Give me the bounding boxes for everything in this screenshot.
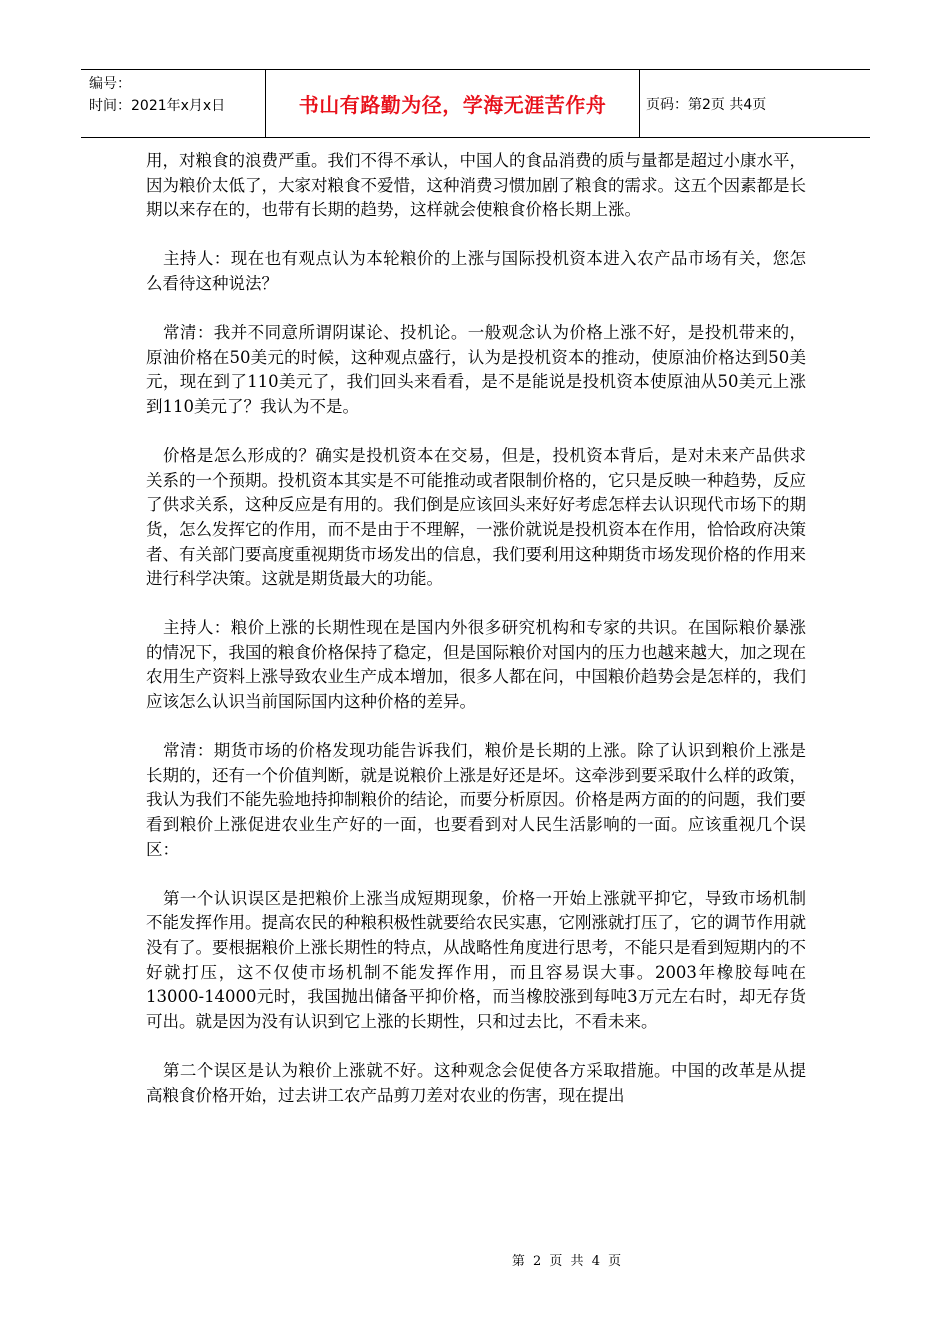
body-paragraph: 价格是怎么形成的？确实是投机资本在交易，但是，投机资本背后，是对未来产品供求关系的一个预期。投机资本其实是不可能推动或者限制价格的，它只是反映一种趋势，反应了供求关系，这种反应是有用的。我们倒是应该回头来好好考虑怎样去认识现代市场下的期货，怎么发挥它的作用，而不是由于不理解，一涨价就说是投机资本在作用，恰恰政府决策者、有关部门要高度重视期货市场发出的信息，我们要利用这种期货市场发现价格的作用来进行科学决策。这就是期货最大的功能。	[146, 446, 806, 589]
body-paragraph: 主持人：粮价上涨的长期性现在是国内外很多研究机构和专家的共识。在国际粮价暴涨的情况下，我国的粮食价格保持了稳定，但是国际粮价对国内的压力也越来越大，加之现在农用生产资料上涨导致农业生产成本增加，很多人都在问，中国粮价趋势会是怎样的，我们应该怎么认识当前国际国内这种价格的差异。	[146, 618, 806, 712]
body-paragraph: 第一个认识误区是把粮价上涨当成短期现象，价格一开始上涨就平抑它，导致市场机制不能发挥作用。提高农民的种粮积极性就要给农民实惠，它刚涨就打压了，它的调节作用就没有了。要根据粮价上涨长期性的特点，从战略性角度进行思考，不能只是看到短期内的不好就打压，这不仅使市场机制不能发挥作用，而且容易误大事。2003年橡胶每吨在13000-14000元时，我国抛出储备平抑价格，而当橡胶涨到每吨3万元左右时，却无存货可出。就是因为没有认识到它上涨的长期性，只和过去比，不看未来。	[146, 888, 806, 1031]
header-meta	[81, 70, 266, 137]
body-paragraph: 常清：我并不同意所谓阴谋论、投机论。一般观念认为价格上涨不好，是投机带来的，原油价格在50美元的时候，这种观点盛行，认为是投机资本的推动，使原油价格达到50美元，现在到了110美元了，我们回头来看看，是不是能说是投机资本使原油从50美元上涨到110美元了？我认为不是。	[146, 323, 806, 416]
body-paragraph: 常清：期货市场的价格发现功能告诉我们，粮价是长期的上涨。除了认识到粮价上涨是长期的，还有一个价值判断，就是说粮价上涨是好还是坏。这牵涉到要采取什么样的政策，我认为我们不能先验地持抑制粮价的结论，而要分析原因。价格是两方面的的问题，我们要看到粮价上涨促进农业生产好的一面，也要看到对人民生活影响的一面。应该重视几个误区：	[146, 741, 806, 859]
header-motto: 书山有路勤为径，学海无涯苦作舟	[266, 70, 640, 137]
page-footer: 第 2 页 共 4 页	[511, 1254, 624, 1269]
body-paragraph: 第二个误区是认为粮价上涨就不好。这种观念会促使各方采取措施。中国的改革是从提高粮食价格开始，过去讲工农产品剪刀差对农业的伤害，现在提出	[146, 1060, 806, 1105]
document-time-label: 时间：2021年x月x日	[89, 98, 226, 114]
document-body	[146, 149, 806, 1133]
page-header	[81, 69, 870, 138]
body-paragraph: 主持人：现在也有观点认为本轮粮价的上涨与国际投机资本进入农产品市场有关，您怎么看待这种说法？	[146, 249, 806, 293]
header-page-info: 页码：第2页 共4页	[646, 96, 767, 113]
body-paragraph: 用，对粮食的浪费严重。我们不得不承认，中国人的食品消费的质与量都是超过小康水平，因为粮价太低了，大家对粮食不爱惜，这种消费习惯加剧了粮食的需求。这五个因素都是长期以来存在的，也带有长期的趋势，这样就会使粮食价格长期上涨。	[146, 151, 806, 220]
document-code-label: 编号：	[89, 76, 131, 92]
